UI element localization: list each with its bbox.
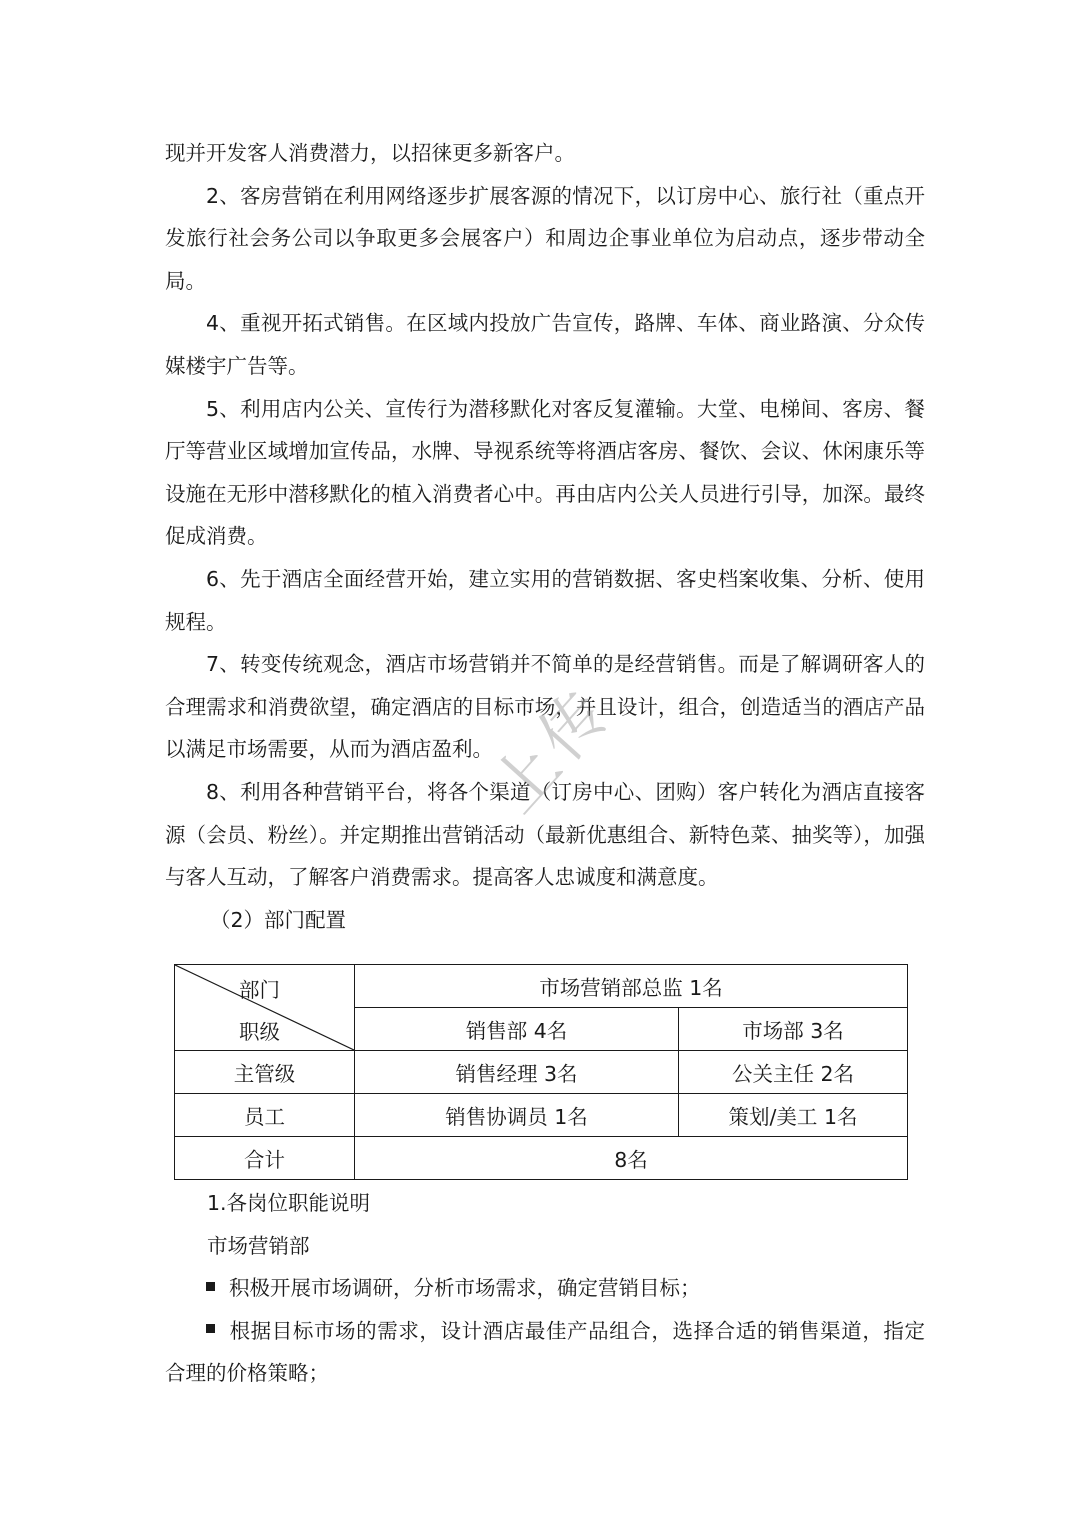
paragraph: 5、利用店内公关、宣传行为潜移默化对客反复灌输。大堂、电梯间、客房、餐厅等营业区域增加宣传品，水牌、导视系统等将酒店客房、餐饮、会议、休闲康乐等设施在无形中潜移默化的植入消费者心中。再由店内公关人员进行引导，加深。最终促成消费。 (165, 396, 925, 549)
watermark: 上传 (478, 673, 627, 827)
table-corner-cell (175, 965, 355, 1051)
department-table (174, 964, 908, 1180)
market-dept-header: 市场部 3名 (679, 1008, 908, 1051)
bullet-square-icon (206, 1282, 215, 1291)
section-heading: （2）部门配置 (210, 907, 347, 932)
paragraph: 6、先于酒店全面经营开始，建立实用的营销数据、客史档案收集、分析、使用规程。 (165, 566, 925, 634)
sales-cell: 销售协调员 1名 (355, 1094, 679, 1137)
department-table-wrap (174, 964, 908, 1180)
total-label-cell: 合计 (175, 1137, 355, 1180)
bullet-square-icon (206, 1324, 215, 1333)
bullet-text: 积极开展市场调研，分析市场需求，确定营销目标； (229, 1276, 701, 1301)
sales-dept-header: 销售部 4名 (355, 1008, 679, 1051)
table-row (175, 1137, 908, 1180)
bullet-item (165, 1310, 925, 1395)
dept-title: 市场营销部 (207, 1233, 310, 1258)
director-cell: 市场营销部总监 1名 (355, 965, 908, 1008)
level-cell: 员工 (175, 1094, 355, 1137)
sales-cell: 销售经理 3名 (355, 1051, 679, 1094)
paragraph: 现并开发客人消费潜力，以招徕更多新客户。 (165, 141, 575, 165)
corner-label-dept: 部门 (239, 978, 280, 1002)
bullet-text: 根据目标市场的需求，设计酒店最佳产品组合，选择合适的销售渠道，指定合理的价格策略； (165, 1318, 925, 1386)
subheading: 1.各岗位职能说明 (207, 1191, 371, 1215)
table-row (175, 1094, 908, 1137)
paragraph: 7、转变传统观念，酒店市场营销并不简单的是经营销售。而是了解调研客人的合理需求和消费欲望，确定酒店的目标市场，并且设计，组合，创造适当的酒店产品以满足市场需要，从而为酒店盈利。 (165, 652, 925, 762)
paragraph: 4、重视开拓式销售。在区域内投放广告宣传，路牌、车体、商业路演、分众传媒楼宇广告等。 (165, 311, 925, 378)
corner-label-level: 职级 (239, 1020, 280, 1044)
after-table-text (165, 1182, 925, 1395)
market-cell: 策划/美工 1名 (679, 1094, 908, 1137)
level-cell: 主管级 (175, 1051, 355, 1094)
body-text (165, 132, 925, 941)
table-row (175, 1051, 908, 1094)
paragraph: 2、客房营销在利用网络逐步扩展客源的情况下，以订房中心、旅行社（重点开发旅行社会务公司以争取更多会展客户）和周边企事业单位为启动点，逐步带动全局。 (165, 183, 925, 293)
total-value-cell: 8名 (355, 1137, 908, 1180)
paragraph: 8、利用各种营销平台，将各个渠道（订房中心、团购）客户转化为酒店直接客源（会员、粉丝）。并定期推出营销活动（最新优惠组合、新特色菜、抽奖等），加强与客人互动，了解客户消费需求。提高客人忠诚度和满意度。 (165, 779, 925, 890)
market-cell: 公关主任 2名 (679, 1051, 908, 1094)
bullet-item (165, 1267, 925, 1310)
